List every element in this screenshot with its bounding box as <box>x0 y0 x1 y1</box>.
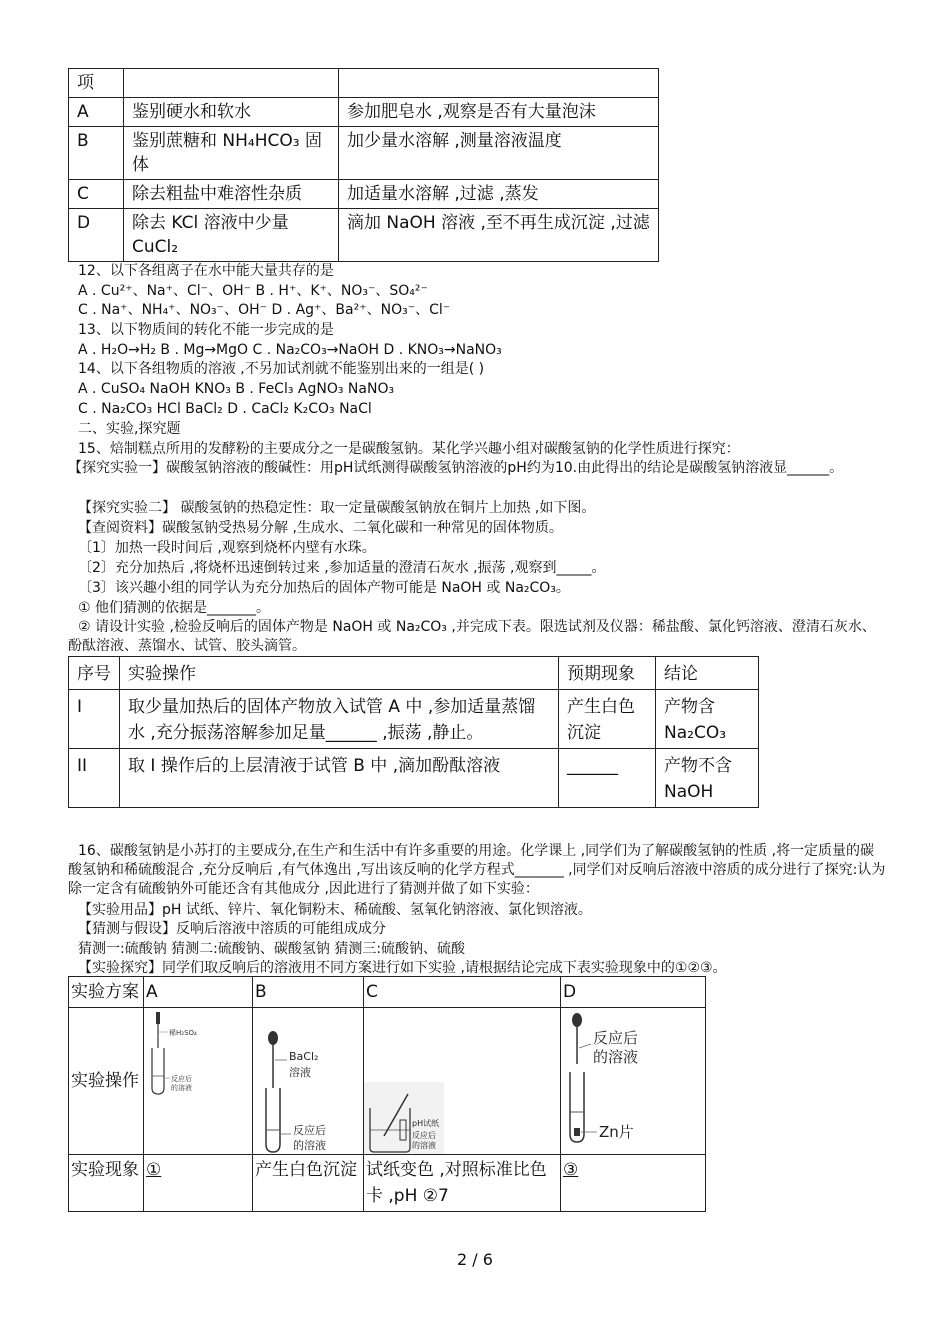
row-number: I <box>69 690 120 749</box>
fig-label: 反应后 <box>593 1029 639 1047</box>
question-15-exp2: 【探究实验二】 碳酸氢钠的热稳定性：取一定量碳酸氢钠放在铜片上加热 ,如下图。 <box>78 500 596 516</box>
page-number: 2 / 6 <box>457 1250 493 1269</box>
row-operation: 取少量加热后的固体产物放入试管 A 中 ,参加适量蒸馏水 ,充分振荡溶解参加足量______ ,振荡 ,静止。 <box>120 690 559 749</box>
phenomenon-d <box>561 1155 706 1212</box>
option-task: 除去 KCl 溶液中少量 CuCl₂ <box>124 209 339 262</box>
operation-label: 实验操作 <box>69 1008 144 1155</box>
table-row <box>69 127 659 180</box>
beaker-figure-c <box>364 1008 556 1154</box>
question-12-options-cd: C . Na⁺、NH₄⁺、NO₃⁻、OH⁻ D . Ag⁺、Ba²⁺、NO₃⁻、Cl⁻ <box>78 302 451 318</box>
phenomenon-c: 试纸变色 ,对照标准比色卡 ,pH ②7 <box>364 1155 561 1212</box>
option-method: 参加肥皂水 ,观察是否有大量泡沫 <box>339 98 659 127</box>
fig-label: 的溶液 <box>171 1084 192 1092</box>
option-key: A <box>69 98 124 127</box>
row-phenomenon: 产生白色沉淀 <box>559 690 656 749</box>
question-15-reference: 【查阅资料】碳酸氢钠受热易分解 ,生成水、二氧化碳和一种常见的固体物质。 <box>78 520 563 536</box>
scheme-col-b: B <box>253 977 364 1008</box>
scheme-col-a: A <box>144 977 253 1008</box>
fig-label: 的溶液 <box>593 1048 639 1066</box>
option-task: 除去粗盐中难溶性杂质 <box>124 180 339 209</box>
test-tube-figure-b <box>253 1008 359 1154</box>
question-15: 15、焙制糕点所用的发酵粉的主要成分之一是碳酸氢钠。某化学兴趣小组对碳酸氢钠的化学性质进行探究： <box>78 441 740 457</box>
section-heading: 二、实验,探究题 <box>78 421 181 437</box>
phenomenon-a <box>144 1155 253 1212</box>
question-15-step3b: ② 请设计实验 ,检验反响后的固体产物是 NaOH 或 Na₂CO₃ ,并完成下表。限选试剂及仪器：稀盐酸、氯化钙溶液、澄清石灰水、酚酞溶液、蒸馏水、试管、胶头滴管。 <box>68 619 876 654</box>
dropper-bulb <box>156 1012 160 1024</box>
question-16-materials: 【实验用品】pH 试纸、锌片、氧化铜粉末、稀硫酸、氢氧化钠溶液、氯化钡溶液。 <box>78 902 592 918</box>
scheme-col-d: D <box>561 977 706 1008</box>
row-phenomenon: ______ <box>559 749 656 808</box>
option-method: 加适量水溶解 ,过滤 ,蒸发 <box>339 180 659 209</box>
row-conclusion: 产物含 Na₂CO₃ <box>656 690 759 749</box>
question-13: 13、以下物质间的转化不能一步完成的是 <box>78 322 334 338</box>
row-operation: 取 I 操作后的上层清液于试管 B 中 ,滴加酚酞溶液 <box>120 749 559 808</box>
test-tube <box>266 1088 280 1152</box>
table-row <box>69 1155 706 1212</box>
test-tube-figure-d <box>561 1008 701 1154</box>
figure-c-cell <box>364 1008 561 1155</box>
dropper-bulb <box>572 1013 582 1027</box>
question-15-exp1: 【探究实验一】碳酸氢钠溶液的酸碱性：用pH试纸测得碳酸氢钠溶液的pH约为10.由此得出的结论是碳酸氢钠溶液显______。 <box>68 460 844 476</box>
dropper-bulb <box>268 1031 278 1045</box>
question-14-options-cd: C . Na₂CO₃ HCl BaCl₂ D . CaCl₂ K₂CO₃ NaCl <box>78 401 372 417</box>
row-conclusion: 产物不含 NaOH <box>656 749 759 808</box>
question-16-guesses: 猜测一:硫酸钠 猜测二:硫酸钠、碳酸氢钠 猜测三:硫酸钠、硫酸 <box>78 941 466 957</box>
table-row <box>69 1008 706 1155</box>
phenomenon-b: 产生白色沉淀 <box>253 1155 364 1212</box>
figure-d-cell <box>561 1008 706 1155</box>
question-16-explore: 【实验探究】同学们取反响后的溶液用不同方案进行如下实验 ,请根据结论完成下表实验现象中的①②③。 <box>78 960 727 976</box>
question-16-hypothesis: 【猜测与假设】反响后溶液中溶质的可能组成成分 <box>78 921 386 937</box>
fig-label: BaCl₂ <box>289 1050 319 1063</box>
table-header-cell <box>124 69 339 98</box>
phenomenon-label: 实验现象 <box>69 1155 144 1212</box>
table-row <box>69 98 659 127</box>
table-row <box>69 657 759 690</box>
scheme-table <box>68 976 706 1212</box>
fig-label: pH试纸 <box>412 1119 440 1128</box>
row-number: II <box>69 749 120 808</box>
table-row <box>69 180 659 209</box>
blank-3: ③ <box>563 1160 579 1180</box>
table-row <box>69 977 706 1008</box>
fig-label: 反应后 <box>412 1131 436 1140</box>
table-row <box>69 69 659 98</box>
table-row <box>69 690 759 749</box>
figure-b-cell <box>253 1008 364 1155</box>
fig-label: 的溶液 <box>412 1141 436 1150</box>
fig-label: 反应后 <box>293 1124 326 1137</box>
fig-label: 稀H₂SO₄ <box>169 1029 197 1037</box>
question-12-options-ab: A . Cu²⁺、Na⁺、Cl⁻、OH⁻ B . H⁺、K⁺、NO₃⁻、SO₄²⁻ <box>78 283 428 299</box>
table-header-cell: 序号 <box>69 657 120 690</box>
table-row <box>69 749 759 808</box>
question-16-intro: 16、碳酸氢钠是小苏打的主要成分,在生产和生活中有许多重要的用途。化学课上 ,同学们为了解碳酸氢钠的性质 ,将一定质量的碳酸氢钠和稀硫酸混合 ,充分反响后 ,有气体逸出 ,写出该反响的化学方程式_______ ,同学们对反响后溶液中溶质的成分进行了探究:认为除一定含有硫酸钠外可能还含有其他成分 ,因此进行了猜测并做了如下实验： <box>68 843 886 897</box>
table-header-cell: 预期现象 <box>559 657 656 690</box>
zinc-piece <box>574 1128 580 1136</box>
question-15-step2: 〔2〕充分加热后 ,将烧杯迅速倒转过来 ,参加适量的澄清石灰水 ,振荡 ,观察到_____。 <box>78 560 606 576</box>
option-key: D <box>69 209 124 262</box>
fig-label: 的溶液 <box>293 1139 326 1152</box>
test-tube-figure-a <box>144 1008 248 1154</box>
fig-label: 反应后 <box>171 1075 192 1083</box>
question-13-options: A . H₂O→H₂ B . Mg→MgO C . Na₂CO₃→NaOH D . KNO₃→NaNO₃ <box>78 342 502 358</box>
figure-a-cell <box>144 1008 253 1155</box>
option-method: 滴加 NaOH 溶液 ,至不再生成沉淀 ,过滤 <box>339 209 659 262</box>
scheme-col-c: C <box>364 977 561 1008</box>
scheme-label: 实验方案 <box>69 977 144 1008</box>
table-row <box>69 209 659 262</box>
blank-1: ① <box>146 1160 162 1180</box>
label-line <box>579 1044 591 1048</box>
option-method: 加少量水溶解 ,测量溶液温度 <box>339 127 659 180</box>
question-15-step1: 〔1〕加热一段时间后 ,观察到烧杯内壁有水珠。 <box>78 540 376 556</box>
question-14-options-ab: A . CuSO₄ NaOH KNO₃ B . FeCl₃ AgNO₃ NaNO₃ <box>78 381 395 397</box>
question-15-step3a: ① 他们猜测的依据是_______。 <box>78 600 271 616</box>
option-task: 鉴别蔗糖和 NH₄HCO₃ 固体 <box>124 127 339 180</box>
question-15-step3: 〔3〕该兴趣小组的同学认为充分加热后的固体产物可能是 NaOH 或 Na₂CO₃。 <box>78 580 570 596</box>
fig-label: Zn片 <box>599 1123 634 1141</box>
option-task: 鉴别硬水和软水 <box>124 98 339 127</box>
option-key: C <box>69 180 124 209</box>
experiment-table <box>68 656 759 808</box>
table-header-cell: 实验操作 <box>120 657 559 690</box>
table-header-cell <box>339 69 659 98</box>
question-12: 12、以下各组离子在水中能大量共存的是 <box>78 263 334 279</box>
options-table <box>68 68 659 262</box>
fig-label: 溶液 <box>289 1066 311 1079</box>
test-tube <box>152 1048 164 1094</box>
option-key: B <box>69 127 124 180</box>
question-14: 14、以下各组物质的溶液 ,不另加试剂就不能鉴别出来的一组是( ) <box>78 361 485 377</box>
table-header-cell: 结论 <box>656 657 759 690</box>
table-header-cell: 项 <box>69 69 124 98</box>
